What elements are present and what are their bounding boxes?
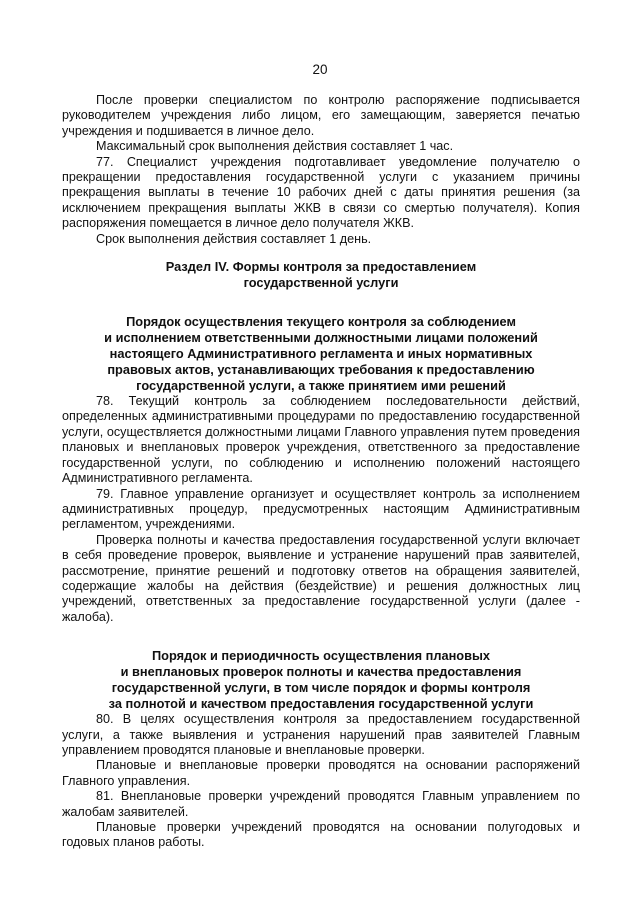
paragraph-planned-basis: Плановые и внеплановые проверки проводятся на основании распоряжений Главного управления. — [62, 758, 580, 788]
subheading-current-control — [62, 314, 580, 394]
document-body — [62, 93, 580, 851]
paragraph-check-quality: Проверка полноты и качества предоставления государственной услуги включает в себя проведение проверок, выявление и устранение нарушений прав заявителей, рассмотрение, принятие решений и подготовку ответов на обращения заявителей, содержащие жалобы на действия (бездействие) и решения должностных лиц учреждений, ответственных за предоставление государственной услуги (далее - жалоба). — [62, 532, 580, 624]
subheading-line: правовых актов, устанавливающих требования к предоставлению — [107, 362, 535, 378]
paragraph-78: 78. Текущий контроль за соблюдением последовательности действий, определенных административными процедурами по предоставлению государственной услуги, осуществляется должностными лицами Главного управления путем проведения плановых и внеплановых проверок учреждения, ответственного за предоставление государственной услуги, по соблюдению и исполнению положений настоящего Административного регламента. — [62, 394, 580, 486]
subheading-line: и исполнением ответственными должностными лицами положений — [104, 330, 538, 346]
subheading-inspections — [62, 648, 580, 712]
section-heading — [62, 259, 580, 291]
subheading-line: государственной услуги, в том числе порядок и формы контроля — [111, 680, 531, 696]
paragraph-after-check: После проверки специалистом по контролю распоряжение подписывается руководителем учреждения либо лицом, его замещающим, заверяется печатью учреждения и подшивается в личное дело. — [62, 93, 580, 138]
section-heading-line: Раздел IV. Формы контроля за предоставлением — [165, 259, 477, 275]
paragraph-max-time: Максимальный срок выполнения действия составляет 1 час. — [96, 139, 454, 154]
paragraph-81: 81. Внеплановые проверки учреждений проводятся Главным управлением по жалобам заявителей. — [62, 789, 580, 819]
paragraph-77: 77. Специалист учреждения подготавливает уведомление получателю о прекращении предоставления государственной услуги с указанием причины прекращения выплаты в течение 10 рабочих дней с даты принятия решения (за исключением прекращения выплаты ЖКВ в связи со смертью получателя). Копия распоряжения помещается в личное дело получателя ЖКВ. — [62, 154, 580, 231]
paragraph-plans: Плановые проверки учреждений проводятся на основании полугодовых и годовых планов работы. — [62, 820, 580, 850]
paragraph-duration: Срок выполнения действия составляет 1 день. — [96, 231, 372, 246]
subheading-line: настоящего Административного регламента и иных нормативных — [109, 346, 533, 362]
paragraph-80: 80. В целях осуществления контроля за предоставлением государственной услуги, а также выявления и устранения нарушений прав заявителей Главным управлением проводятся плановые и внеплановые проверки. — [62, 712, 580, 757]
paragraph-79: 79. Главное управление организует и осуществляет контроль за исполнением административных процедур, предусмотренных настоящим Административным регламентом, учреждениями. — [62, 486, 580, 532]
subheading-line: Порядок и периодичность осуществления плановых — [151, 648, 491, 664]
subheading-line: и внеплановых проверок полноты и качества предоставления — [120, 664, 522, 680]
page-number: 20 — [312, 62, 328, 77]
subheading-line: государственной услуги, а также принятием ими решений — [136, 378, 506, 394]
subheading-line: Порядок осуществления текущего контроля за соблюдением — [126, 314, 516, 330]
subheading-line: за полнотой и качеством предоставления государственной услуги — [108, 696, 534, 712]
section-heading-line: государственной услуги — [243, 275, 399, 291]
